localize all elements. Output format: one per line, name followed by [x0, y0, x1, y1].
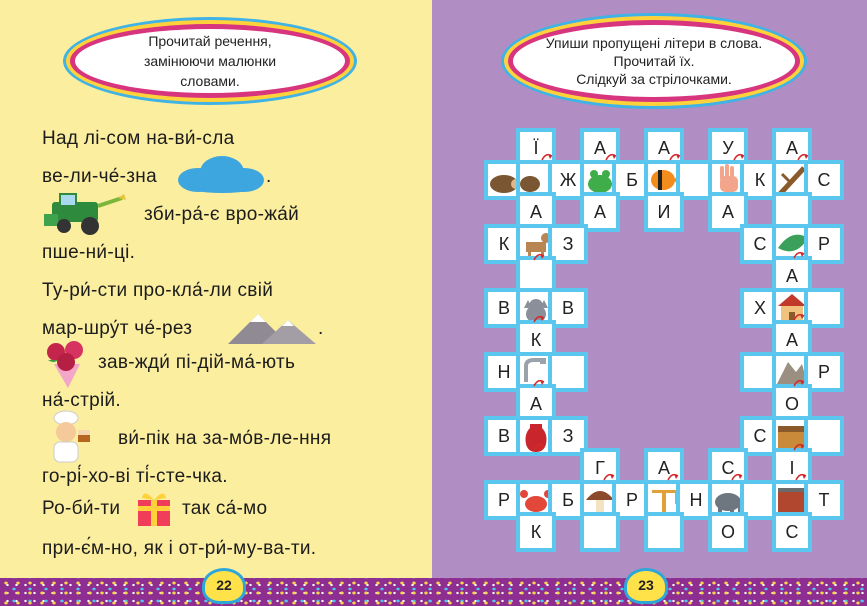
arrow-icon [532, 312, 546, 326]
arrow-icon [604, 150, 618, 164]
crossword-letter-cell: Б [612, 160, 652, 200]
crossword-letter-cell: А [644, 448, 684, 488]
crossword-letter-cell: К [484, 224, 524, 264]
crossword-letter-cell: В [484, 416, 524, 456]
instruction-text-left: Прочитай речення, замінюючи малюнки словами. [143, 33, 277, 89]
crossword-letter-cell: О [772, 384, 812, 424]
instruction-bubble-left [70, 24, 350, 98]
crossword-letter-cell: Ї [516, 128, 556, 168]
arrow-icon [666, 470, 680, 484]
crossword-letter-cell: А [772, 256, 812, 296]
sentence-line-2: ве-ли-че́-зна [42, 166, 157, 187]
arrow-icon [730, 470, 744, 484]
instruction-line-1: Упиши пропущені літери в слова. [545, 35, 763, 51]
sentence-line-9: ви́-пік на за-мо́в-ле-ння [118, 428, 332, 449]
crossword-letter-cell: Р [484, 480, 524, 520]
crossword-letter-cell: Н [484, 352, 524, 392]
sentence-line-11b: так са́-мо [182, 498, 268, 519]
sentence-dot-1: . [266, 166, 272, 187]
sentence-line-7: зав-жди́ пі-дій-ма́-ють [98, 352, 296, 373]
crossword-letter-cell: З [548, 224, 588, 264]
baker-cook-icon [44, 410, 94, 464]
sentence-line-12: при-є́м-но, як і от-ри́-му-ва-ти. [42, 538, 317, 559]
right-page [432, 0, 867, 606]
instruction-line-3: Слідкуй за стрілочками. [576, 71, 732, 87]
crossword-letter-cell: О [708, 512, 748, 552]
crossword-letter-cell: С [772, 512, 812, 552]
crossword-letter-cell: К [516, 512, 556, 552]
page-number-right: 23 [624, 568, 668, 604]
crossword-letter-cell: В [548, 288, 588, 328]
arrow-icon [540, 150, 554, 164]
crossword-letter-cell: Р [612, 480, 652, 520]
crossword-letter-cell: С [740, 416, 780, 456]
crossword-letter-cell: Т [804, 480, 844, 520]
crossword-letter-cell: И [644, 192, 684, 232]
crossword-letter-cell: Р [804, 352, 844, 392]
crossword-letter-cell: Г [580, 448, 620, 488]
left-page [0, 0, 432, 606]
crossword-letter-cell: С [740, 224, 780, 264]
crossword-letter-cell: А [772, 128, 812, 168]
sentence-line-8: на́-стрій. [42, 390, 121, 411]
arrow-icon [792, 376, 806, 390]
arrow-icon [532, 440, 546, 454]
crossword-letter-cell: Х [740, 288, 780, 328]
crossword-letter-cell: А [644, 128, 684, 168]
arrow-icon [668, 150, 682, 164]
cloud-icon [176, 154, 268, 194]
instruction-line-2: Прочитай їх. [613, 53, 695, 69]
flower-bouquet-icon [44, 338, 90, 390]
crossword-letter-cell: І [772, 448, 812, 488]
arrow-icon [792, 248, 806, 262]
crossword-letter-cell: В [484, 288, 524, 328]
sentence-line-1: Над лі-сом на-ви́-сла [42, 128, 235, 149]
crossword-letter-cell: С [804, 160, 844, 200]
crossword-letter-cell: Н [676, 480, 716, 520]
sentence-line-4: пше-ни́-ці. [42, 242, 136, 263]
crossword-letter-cell: А [580, 192, 620, 232]
crossword-letter-cell: А [516, 192, 556, 232]
arrow-icon [796, 150, 810, 164]
crossword-letter-cell: А [516, 384, 556, 424]
sentence-line-6: мар-шру́т че́-рез [42, 318, 193, 339]
crossword-empty-cell[interactable] [580, 512, 620, 552]
arrow-icon [532, 250, 546, 264]
crossword-grid [432, 0, 867, 606]
crossword-letter-cell: А [708, 192, 748, 232]
crossword-empty-cell[interactable] [644, 512, 684, 552]
sentence-line-3: зби-ра́-є вро-жа́й [144, 204, 299, 225]
crossword-letter-cell: К [740, 160, 780, 200]
combine-harvester-icon [42, 192, 130, 236]
crossword-letter-cell: Ж [548, 160, 588, 200]
crossword-letter-cell: Р [804, 224, 844, 264]
crossword-letter-cell: А [580, 128, 620, 168]
crossword-letter-cell: С [708, 448, 748, 488]
sentence-line-11a: Ро-би́-ти [42, 498, 121, 519]
sentence-line-5: Ту-ри́-сти про-кла́-ли свій [42, 280, 274, 301]
page-number-left: 22 [202, 568, 246, 604]
sentence-line-10: го-рі́-хо-ві ті́-сте-чка. [42, 466, 228, 487]
arrow-icon [732, 150, 746, 164]
sentence-dot-2: . [318, 318, 324, 339]
crossword-letter-cell: З [548, 416, 588, 456]
gift-box-icon [136, 488, 172, 528]
crossword-letter-cell: У [708, 128, 748, 168]
arrow-icon [792, 310, 806, 324]
crossword-letter-cell: К [516, 320, 556, 360]
arrow-icon [532, 376, 546, 390]
arrow-icon [792, 440, 806, 454]
mountains-icon [228, 308, 316, 344]
crossword-letter-cell: А [772, 320, 812, 360]
crossword-letter-cell: Б [548, 480, 588, 520]
arrow-icon [602, 470, 616, 484]
arrow-icon [794, 470, 808, 484]
